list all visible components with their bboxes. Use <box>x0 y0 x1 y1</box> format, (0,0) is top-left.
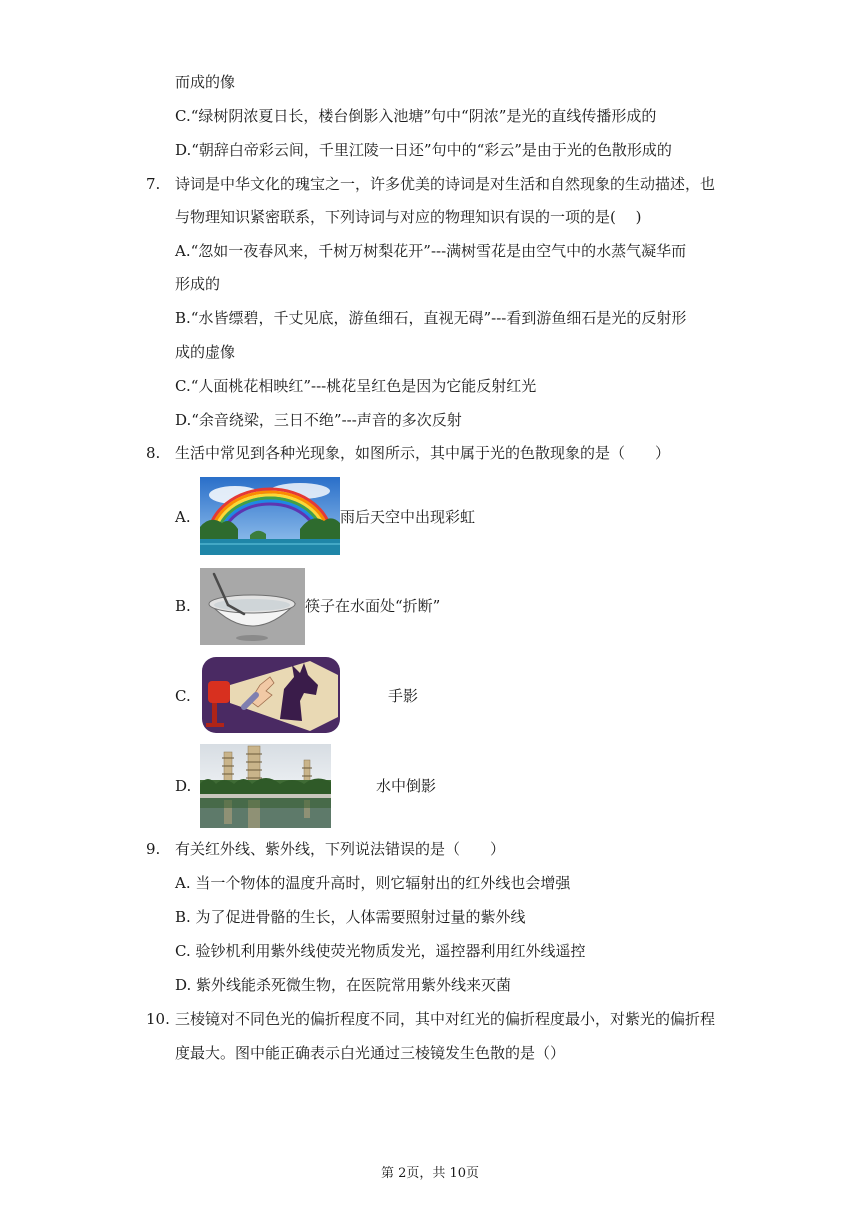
q9-number: 9. <box>146 840 161 858</box>
q6-continuation: 而成的像 <box>175 73 236 91</box>
q9-option-d: D. 紫外线能杀死微生物，在医院常用紫外线来灭菌 <box>175 976 512 994</box>
q10-stem-line1: 三棱镜对不同色光的偏折程度不同，其中对红光的偏折程度最小，对紫光的偏折程 <box>175 1010 716 1028</box>
q8-option-a-caption: 雨后天空中出现彩虹 <box>340 508 476 526</box>
q7-option-b-line2: 成的虚像 <box>175 343 236 361</box>
q7-option-d: D.“余音绕梁，三日不绝”---声音的多次反射 <box>175 411 462 429</box>
q7-stem-line2: 与物理知识紧密联系，下列诗词与对应的物理知识有误的一项的是( ) <box>175 208 642 226</box>
q8-option-a-letter: A. <box>175 508 191 526</box>
q7-number: 7. <box>146 175 161 193</box>
hand-shadow-photo <box>200 655 342 735</box>
q8-option-c-letter: C. <box>175 687 191 705</box>
q7-option-c: C.“人面桃花相映红”---桃花呈红色是因为它能反射红光 <box>175 377 537 395</box>
q9-option-a: A. 当一个物体的温度升高时，则它辐射出的红外线也会增强 <box>175 874 571 892</box>
q8-option-d-letter: D. <box>175 777 192 795</box>
q8-option-b-letter: B. <box>175 597 191 615</box>
q9-stem: 有关红外线、紫外线，下列说法错误的是（ ） <box>175 840 506 858</box>
rainbow-photo <box>200 477 340 555</box>
q9-option-c: C. 验钞机利用紫外线使荧光物质发光，遥控器利用红外线遥控 <box>175 942 586 960</box>
page-number-footer: 第 2页，共 10页 <box>380 1166 480 1181</box>
q6-option-c: C.“绿树阴浓夏日长，楼台倒影入池塘”句中“阴浓”是光的直线传播形成的 <box>175 107 657 125</box>
q7-option-a-line1: A.“忽如一夜春风来，千树万树梨花开”---满树雪花是由空气中的水蒸气凝华而 <box>175 242 687 260</box>
q7-option-a-line2: 形成的 <box>175 275 221 293</box>
q10-number: 10. <box>146 1010 170 1028</box>
q8-option-b-caption: 筷子在水面处“折断” <box>305 597 441 615</box>
q8-option-d-caption: 水中倒影 <box>376 777 437 795</box>
q10-stem-line2: 度最大。图中能正确表示白光通过三棱镜发生色散的是（） <box>175 1044 566 1062</box>
q9-option-b: B. 为了促进骨骼的生长，人体需要照射过量的紫外线 <box>175 908 526 926</box>
q7-option-b-line1: B.“水皆缥碧，千丈见底，游鱼细石，直视无碍”---看到游鱼细石是光的反射形 <box>175 309 687 327</box>
chopstick-bowl-photo <box>200 568 305 645</box>
q8-number: 8. <box>146 444 161 462</box>
q8-stem: 生活中常见到各种光现象，如图所示，其中属于光的色散现象的是（ ） <box>175 444 671 462</box>
q6-option-d: D.“朝辞白帝彩云间，千里江陵一日还”句中的“彩云”是由于光的色散形成的 <box>175 141 672 159</box>
pagoda-reflection-photo <box>200 744 331 828</box>
q7-stem-line1: 诗词是中华文化的瑰宝之一，许多优美的诗词是对生活和自然现象的生动描述，也 <box>175 175 716 193</box>
q8-option-c-caption: 手影 <box>388 687 419 705</box>
